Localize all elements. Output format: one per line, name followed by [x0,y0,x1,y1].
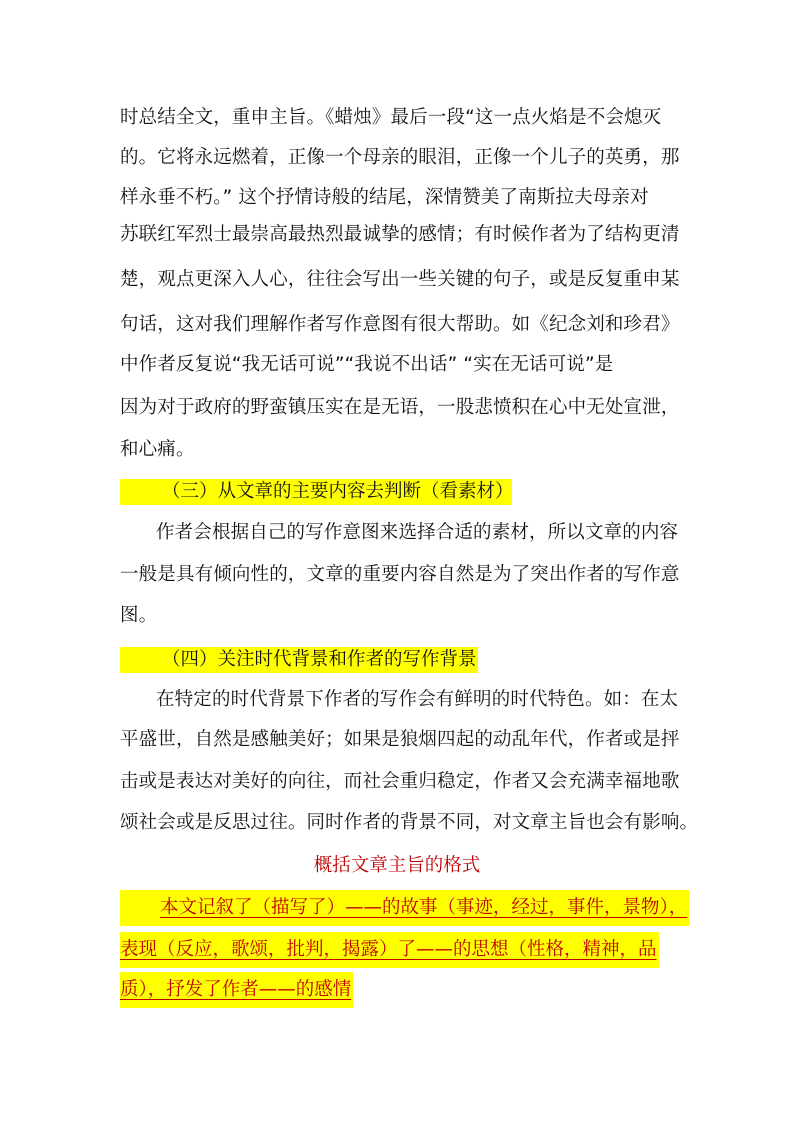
paragraph-line: 苏联红军烈士最崇高最热烈最诚挚的感情；有时候作者为了结构更清 [120,224,680,245]
paragraph-line: 时总结全文，重申主旨。《蜡烛》最后一段“这一点火焰是不会熄灭 [120,107,662,128]
paragraph-line: 作者会根据自己的写作意图来选择合适的素材，所以文章的内容 [156,522,679,543]
paragraph-line: 击或是表达对美好的向往，而社会重归稳定，作者又会充满幸福地歌 [120,771,680,792]
paragraph-line: 和心痛。 [120,439,195,460]
paragraph-line: 的。它将永远燃着，正像一个母亲的眼泪，正像一个儿子的英勇，那 [120,147,680,168]
paragraph-line: 图。 [120,605,158,626]
paragraph-line: 中作者反复说“我无话可说”“我说不出话” “实在无话可说”是 [120,354,614,375]
paragraph-line: 一般是具有倾向性的，文章的重要内容自然是为了突出作者的写作意 [120,564,680,585]
format-title: 概括文章主旨的格式 [313,855,481,876]
paragraph-line: 句话，这对我们理解作者写作意图有很大帮助。如《纪念刘和珍君》 [120,314,680,335]
paragraph-line: 平盛世，自然是感触美好；如果是狼烟四起的动乱年代，作者或是抨 [120,729,680,750]
section-3-heading: （三）从文章的主要内容去判断（看素材） [162,481,514,502]
format-line: 本文记叙了（描写了）——的故事（事迹，经过，事件，景物）， [120,890,689,926]
paragraph-line: 楚，观点更深入人心，往往会写出一些关键的句子，或是反复重申某 [120,269,680,290]
paragraph-line: 因为对于政府的野蛮镇压实在是无语，一股悲愤积在心中无处宣泄， [120,397,680,418]
paragraph-line: 样永垂不朽。” 这个抒情诗般的结尾，深情赞美了南斯拉夫母亲对 [120,187,649,208]
paragraph-line: 颂社会或是反思过往。同时作者的背景不同，对文章主旨也会有影响。 [120,812,699,833]
section-4-heading: （四）关注时代背景和作者的写作背景 [162,649,477,670]
format-line: 表现（反应，歌颂，批判，揭露）了——的思想（性格，精神，品 [120,932,659,968]
format-line: 质），抒发了作者——的感情 [120,972,353,1008]
paragraph-line: 在特定的时代背景下作者的写作会有鲜明的时代特色。如：在太 [156,689,679,710]
